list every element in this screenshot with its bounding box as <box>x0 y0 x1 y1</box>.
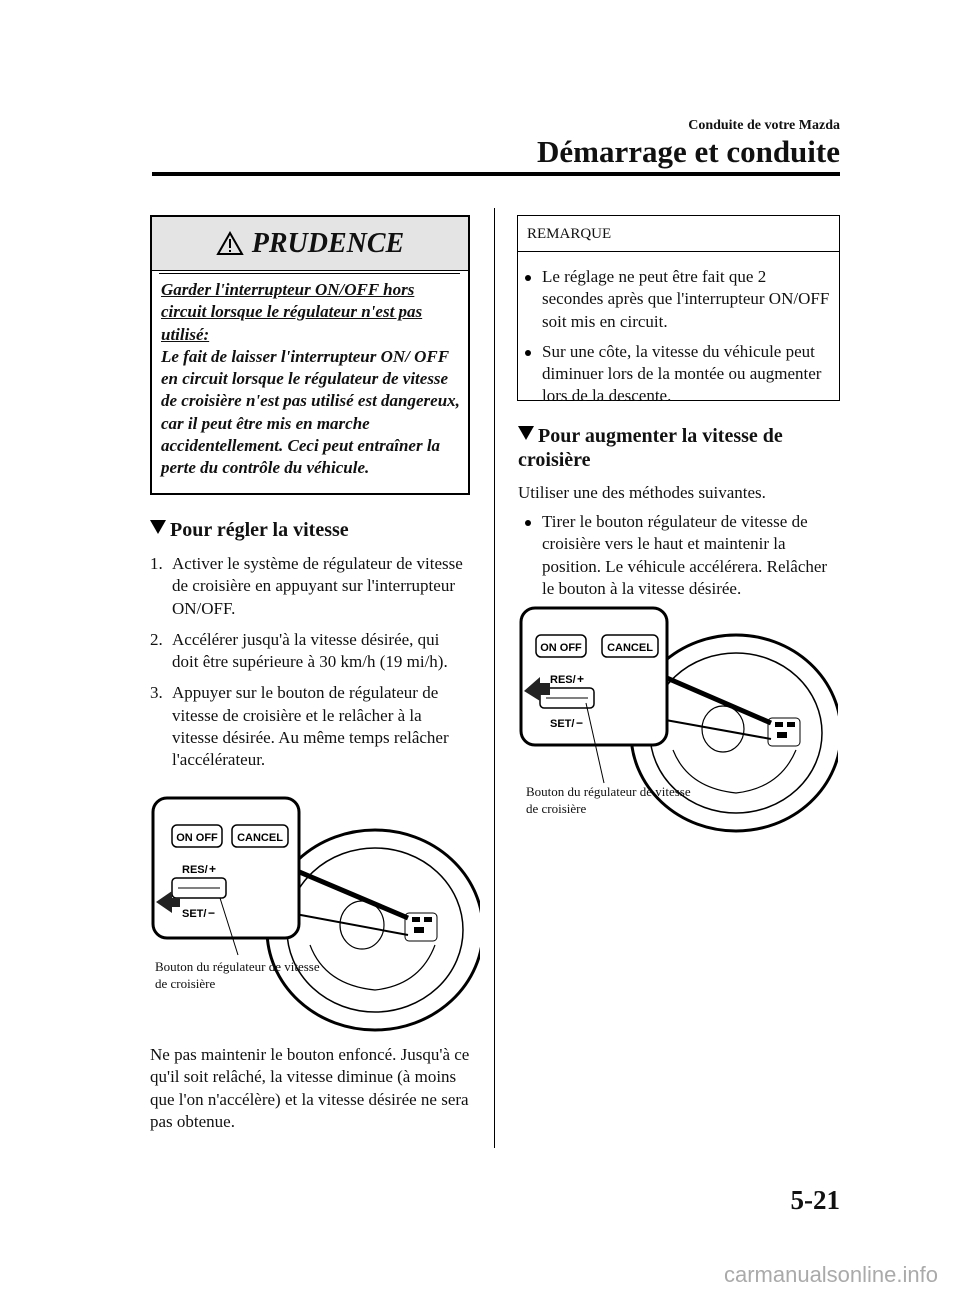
section-title: Pour augmenter la vitesse de croisière <box>518 425 783 471</box>
set-label: SET/ <box>550 718 575 730</box>
running-header-title: Démarrage et conduite <box>536 134 840 169</box>
svg-text:+: + <box>577 672 585 686</box>
figure-1-caption: Bouton du régulateur de vitesse de croisière <box>155 959 320 991</box>
on-off-button-label: ON OFF <box>176 832 218 844</box>
running-header-section: Conduite de votre Mazda <box>688 118 840 133</box>
figure-2-caption: Bouton du régulateur de vitesse de croisière <box>526 784 691 816</box>
page-number: 5-21 <box>790 1185 840 1215</box>
section-2-intro: Utiliser une des méthodes suivantes. <box>518 483 766 502</box>
header-rule <box>152 172 840 176</box>
caution-title: PRUDENCE <box>251 227 405 259</box>
cancel-button-label: CANCEL <box>607 642 653 654</box>
list-item: Sur une côte, la vitesse du véhicule peut diminuer lors de la montée ou augmenter lors de la descente. <box>518 341 831 408</box>
res-label: RES/ <box>182 864 208 876</box>
section-increase-speed <box>518 424 838 472</box>
warning-icon <box>216 231 244 256</box>
note-box <box>517 215 840 406</box>
note-list <box>518 266 839 408</box>
on-off-button-label: ON OFF <box>540 642 582 654</box>
section-set-speed <box>150 518 480 542</box>
steps-list <box>150 553 470 781</box>
caution-box <box>150 215 470 495</box>
res-label: RES/ <box>550 674 576 686</box>
column-divider <box>494 208 495 1148</box>
svg-text:−: − <box>208 906 216 920</box>
caution-inner-rule <box>159 273 460 274</box>
cancel-button-label: CANCEL <box>237 832 283 844</box>
caution-header <box>152 217 468 271</box>
list-item: 3. Appuyer sur le bouton de régulateur de vitesse de croisière et le relâcher à la vitesse désirée. Au même temps relâcher l'accélérateur. <box>150 683 449 770</box>
caution-heading: Garder l'interrupteur ON/OFF hors circuit lorsque le régulateur n'est pas utilisé: <box>161 280 423 344</box>
bullet-icon <box>525 275 531 281</box>
triangle-bullet-icon <box>150 520 166 534</box>
watermark: carmanualsonline.info <box>723 1262 938 1287</box>
bullet-icon <box>525 350 531 356</box>
set-label: SET/ <box>182 908 207 920</box>
svg-text:−: − <box>576 716 584 730</box>
list-item: 1. Activer le système de régulateur de vitesse de croisière en appuyant sur l'interrupteur ON/OFF. <box>150 554 463 618</box>
list-item: Le réglage ne peut être fait que 2 secondes après que l'interrupteur ON/OFF soit mis en circuit. <box>518 266 831 333</box>
section-2-list <box>518 511 840 600</box>
steering-wheel-figure-1 <box>150 795 480 1035</box>
caution-body: Le fait de laisser l'interrupteur ON/ OFF en circuit lorsque le régulateur de vitesse de croisière n'est pas utilisé est dangereux, car il peut être mis en marche accidentellement. Ceci peut entraîner la perte du contrôle du véhicule. <box>161 346 460 478</box>
section-title: Pour régler la vitesse <box>150 518 480 542</box>
triangle-bullet-icon <box>518 426 534 440</box>
note-title: REMARQUE <box>518 216 839 252</box>
list-item: 2. Accélérer jusqu'à la vitesse désirée, qui doit être supérieure à 30 km/h (19 mi/h). <box>150 629 448 672</box>
bullet-icon <box>525 520 531 526</box>
svg-text:+: + <box>209 862 217 876</box>
list-item: Tirer le bouton régulateur de vitesse de croisière vers le haut et maintenir la position. Le véhicule accélérera. Relâcher le bouton à la vitesse désirée. <box>518 511 840 600</box>
caution-text <box>161 279 461 480</box>
section-1-after-text: Ne pas maintenir le bouton enfoncé. Jusqu'à ce qu'il soit relâché, la vitesse diminue (à moins que l'on n'accélère) et la vitesse désirée ne sera pas obtenue. <box>150 1045 470 1131</box>
